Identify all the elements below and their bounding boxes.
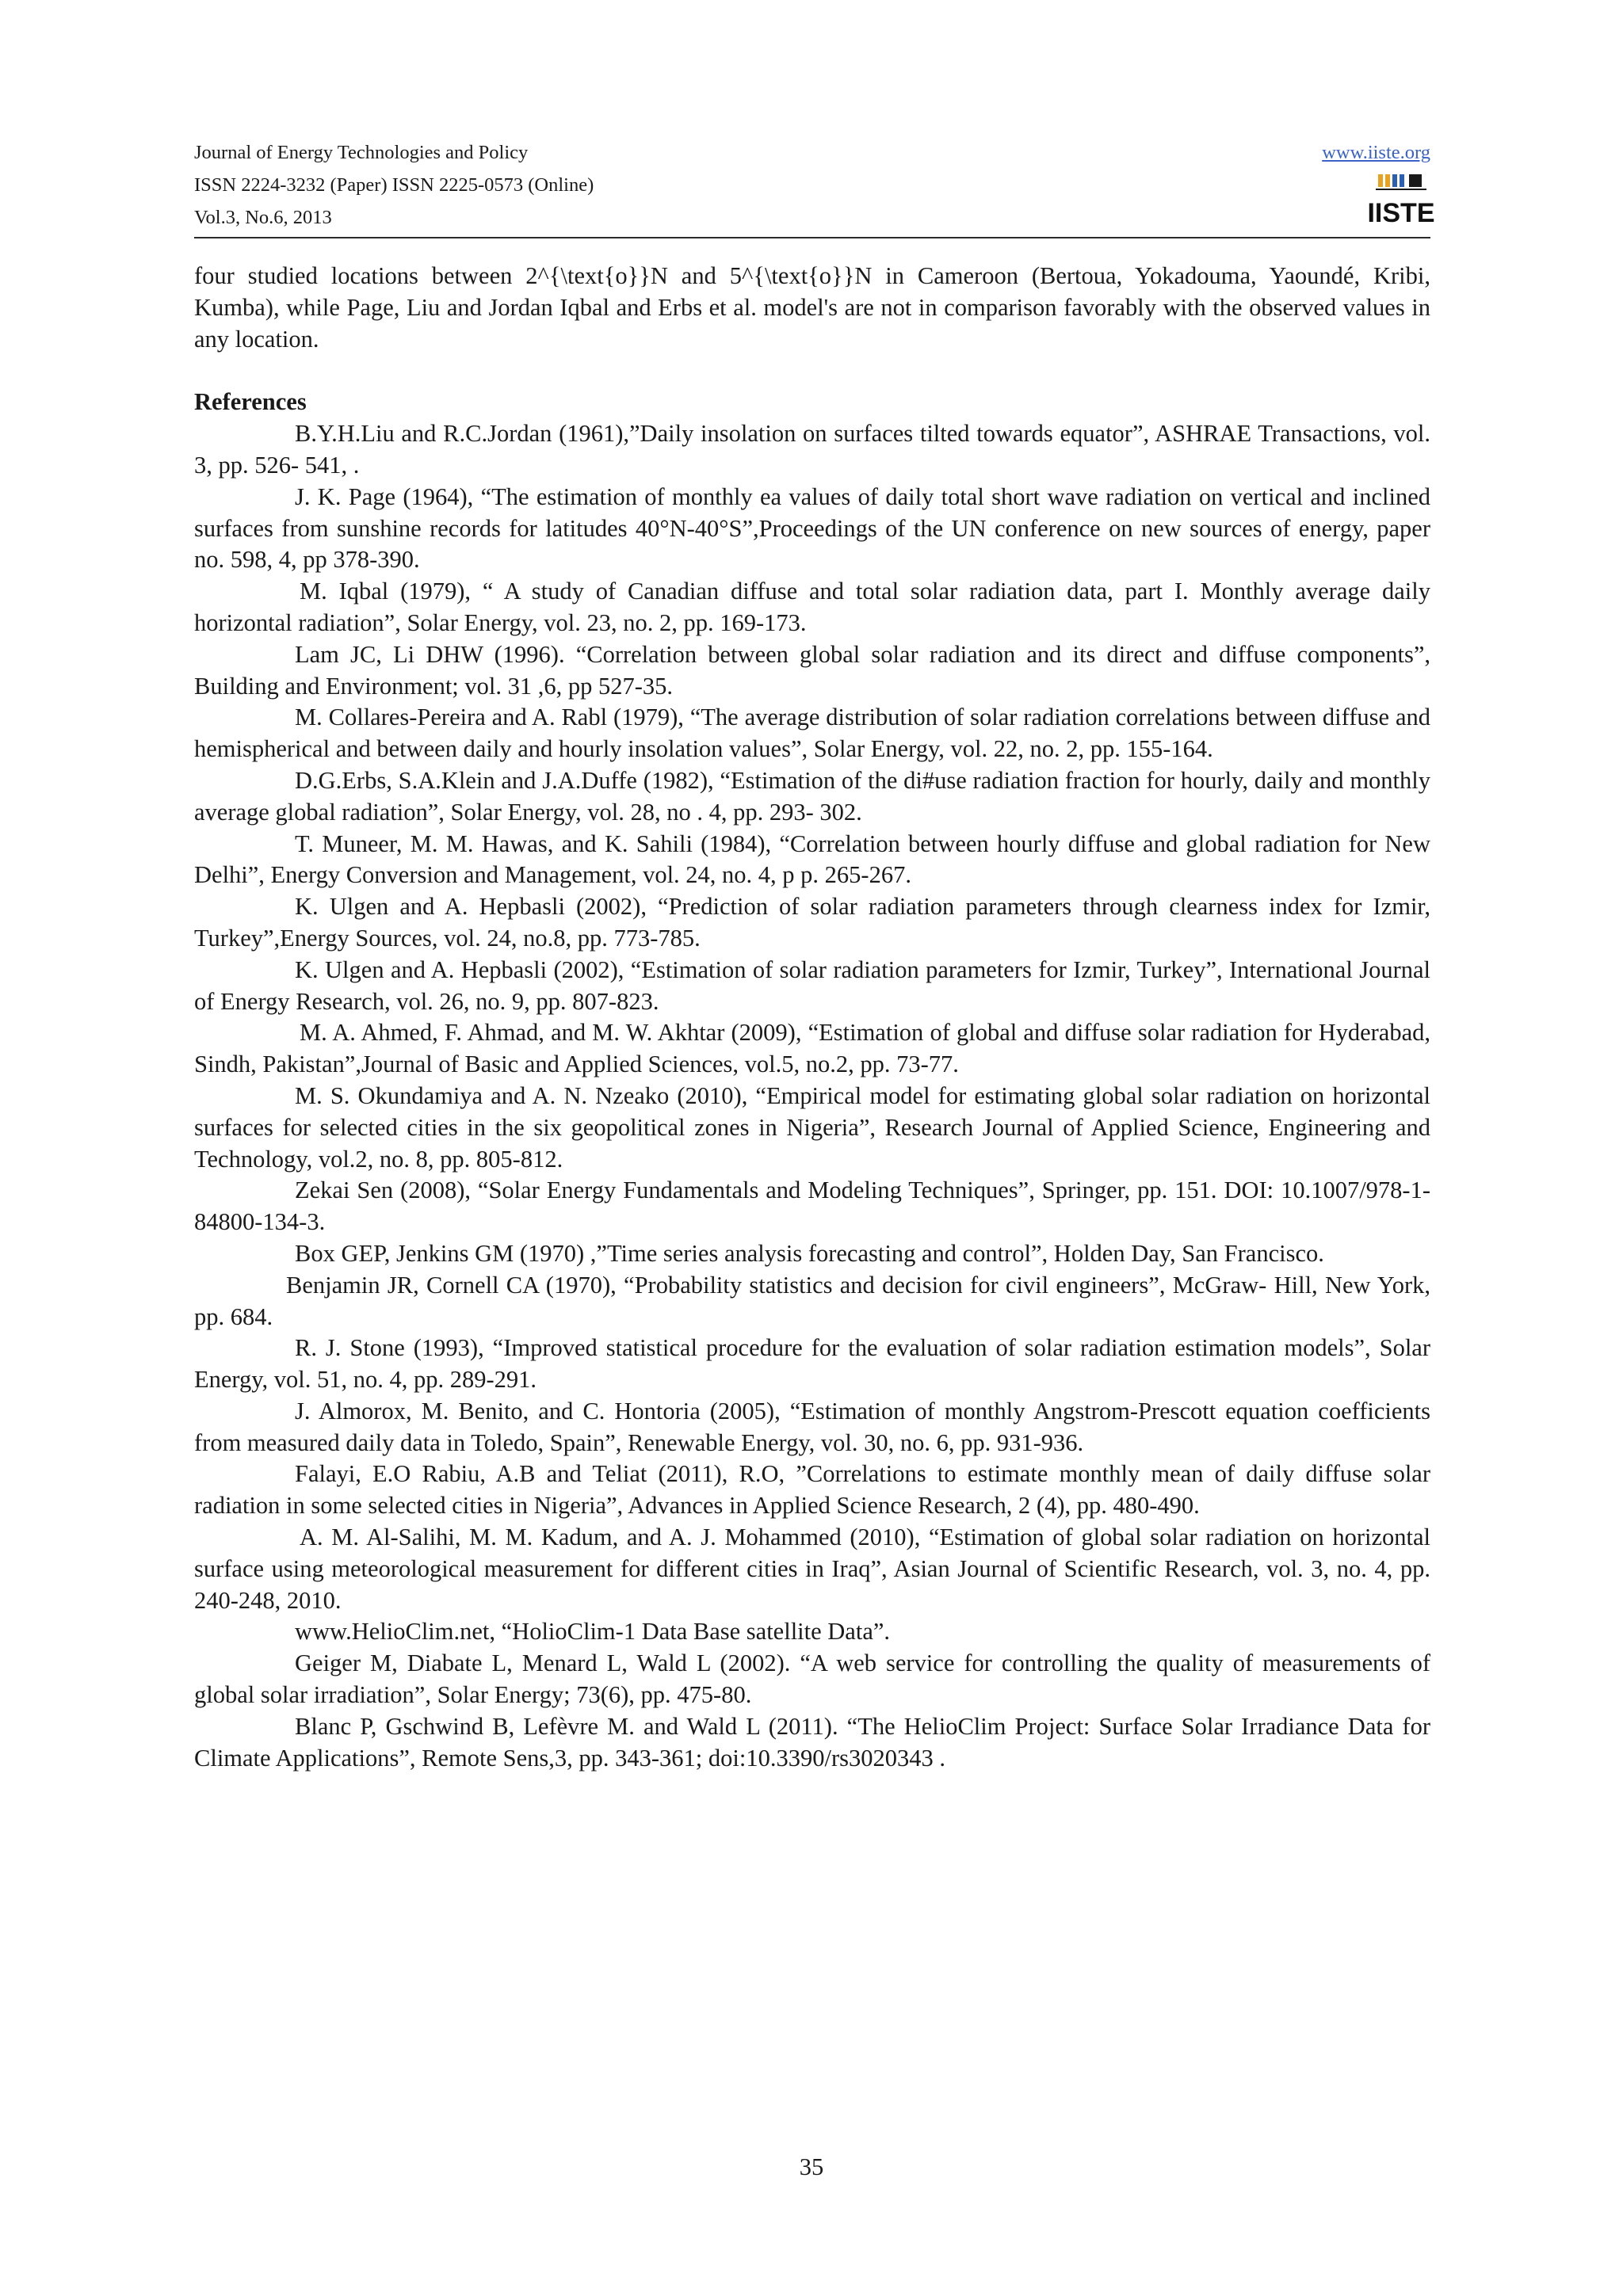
reference-item: Geiger M, Diabate L, Menard L, Wald L (2002). “A web service for controlling the quality of measurements of global solar irradiation”, Solar Energy; 73(6), pp. 475-80. bbox=[194, 1650, 1430, 1709]
reference-item: M. Collares-Pereira and A. Rabl (1979), “The average distribution of solar radiation correlations between diffuse and hemispherical and between daily and hourly insolation values”, Solar Energy, vol. 22, no. 2, pp. 155-164. bbox=[194, 704, 1430, 763]
reference-item: M. Iqbal (1979), “ A study of Canadian diffuse and total solar radiation data, part I. Monthly average daily horizontal radiation”, Solar Energy, vol. 23, no. 2, pp. 169-173. bbox=[194, 578, 1430, 636]
reference-list bbox=[194, 418, 1430, 1774]
reference-item: R. J. Stone (1993), “Improved statistical procedure for the evaluation of solar radiation estimation models”, Solar Energy, vol. 51, no. 4, pp. 289-291. bbox=[194, 1334, 1430, 1394]
reference-item: B.Y.H.Liu and R.C.Jordan (1961),”Daily insolation on surfaces tilted towards equator”, ASHRAE Transactions, vol. 3, pp. 526- 541, . bbox=[194, 420, 1430, 479]
reference-item: www.HelioClim.net, “HolioClim-1 Data Base satellite Data”. bbox=[295, 1618, 891, 1646]
iiste-logo bbox=[1367, 171, 1435, 228]
reference-item: J. K. Page (1964), “The estimation of monthly ea values of daily total short wave radiation on vertical and inclined surfaces from sunshine records for latitudes 40°N-40°S”,Proceedings of the UN conference on new sources of energy, paper no. 598, 4, pp 378-390. bbox=[194, 482, 1430, 574]
reference-item: M. A. Ahmed, F. Ahmad, and M. W. Akhtar (2009), “Estimation of global and diffuse solar radiation for Hyderabad, Sindh, Pakistan”,Journal of Basic and Applied Sciences, vol.5, no.2, pp. 73-77. bbox=[194, 1019, 1430, 1078]
reference-item: T. Muneer, M. M. Hawas, and K. Sahili (1984), “Correlation between hourly diffuse and global radiation for New Delhi”, Energy Conversion and Management, vol. 24, no. 4, p p. 265-267. bbox=[194, 830, 1430, 889]
page-number: 35 bbox=[799, 2153, 824, 2180]
svg-text:IISTE: IISTE bbox=[1367, 198, 1435, 228]
reference-item: Falayi, E.O Rabiu, A.B and Teliat (2011), R.O, ”Correlations to estimate monthly mean of daily diffuse solar radiation in some selected cities in Nigeria”, Advances in Applied Science Research, 2 (4), pp. 480-490. bbox=[194, 1460, 1430, 1520]
reference-item: M. S. Okundamiya and A. N. Nzeako (2010), “Empirical model for estimating global solar radiation on horizontal surfaces for selected cities in the six geopolitical zones in Nigeria”, Research Journal of Applied Science, Engineering and Technology, vol.2, no. 8, pp. 805-812. bbox=[194, 1081, 1430, 1173]
reference-item: Box GEP, Jenkins GM (1970) ,”Time series analysis forecasting and control”, Holden Day, San Francisco. bbox=[295, 1239, 1324, 1267]
page-header bbox=[194, 136, 1435, 234]
issn-line: ISSN 2224-3232 (Paper) ISSN 2225-0573 (Online) bbox=[194, 174, 594, 196]
reference-item: A. M. Al-Salihi, M. M. Kadum, and A. J. Mohammed (2010), “Estimation of global solar radiation on horizontal surface using meteorological measurement for different cities in Iraq”, Asian Journal of Scientific Research, vol. 3, no. 4, pp. 240-248, 2010. bbox=[194, 1524, 1430, 1614]
reference-item: J. Almorox, M. Benito, and C. Hontoria (2005), “Estimation of monthly Angstrom-Prescott equation coefficients from measured daily data in Toledo, Spain”, Renewable Energy, vol. 30, no. 6, pp. 931-936. bbox=[194, 1397, 1430, 1456]
reference-item: D.G.Erbs, S.A.Klein and J.A.Duffe (1982), “Estimation of the di#use radiation fraction for hourly, daily and monthly average global radiation”, Solar Energy, vol. 28, no . 4, pp. 293- 302. bbox=[194, 766, 1430, 826]
reference-item: Zekai Sen (2008), “Solar Energy Fundamentals and Modeling Techniques”, Springer, pp. 151. DOI: 10.1007/978-1-84800-134-3. bbox=[194, 1177, 1430, 1236]
reference-item: Benjamin JR, Cornell CA (1970), “Probability statistics and decision for civil engineers”, McGraw- Hill, New York, pp. 684. bbox=[194, 1271, 1430, 1330]
references-heading: References bbox=[194, 388, 307, 416]
page-body bbox=[194, 261, 1430, 1774]
volume-line: Vol.3, No.6, 2013 bbox=[194, 207, 332, 228]
header-divider bbox=[194, 237, 1430, 238]
journal-url-link[interactable]: www.iiste.org bbox=[1322, 142, 1430, 163]
reference-item: Lam JC, Li DHW (1996). “Correlation between global solar radiation and its direct and diffuse components”, Building and Environment; vol. 31 ,6, pp 527-35. bbox=[194, 640, 1430, 700]
journal-title: Journal of Energy Technologies and Policy bbox=[194, 142, 529, 163]
reference-item: K. Ulgen and A. Hepbasli (2002), “Estimation of solar radiation parameters for Izmir, Turkey”, International Journal of Energy Research, vol. 26, no. 9, pp. 807-823. bbox=[194, 955, 1430, 1015]
intro-paragraph: four studied locations between 2^{\text{o}}N and 5^{\text{o}}N in Cameroon (Bertoua, Yokadouma, Yaoundé, Kribi, Kumba), while Page, Liu and Jordan Iqbal and Erbs et al. model's are not in comparison favorably with the observed values in any location. bbox=[194, 262, 1430, 353]
reference-item: Blanc P, Gschwind B, Lefèvre M. and Wald L (2011). “The HelioClim Project: Surface Solar Irradiance Data for Climate Applications”, Remote Sens,3, pp. 343-361; doi:10.3390/rs3020343 . bbox=[194, 1712, 1430, 1772]
reference-item: K. Ulgen and A. Hepbasli (2002), “Prediction of solar radiation parameters through clearness index for Izmir, Turkey”,Energy Sources, vol. 24, no.8, pp. 773-785. bbox=[194, 893, 1430, 952]
